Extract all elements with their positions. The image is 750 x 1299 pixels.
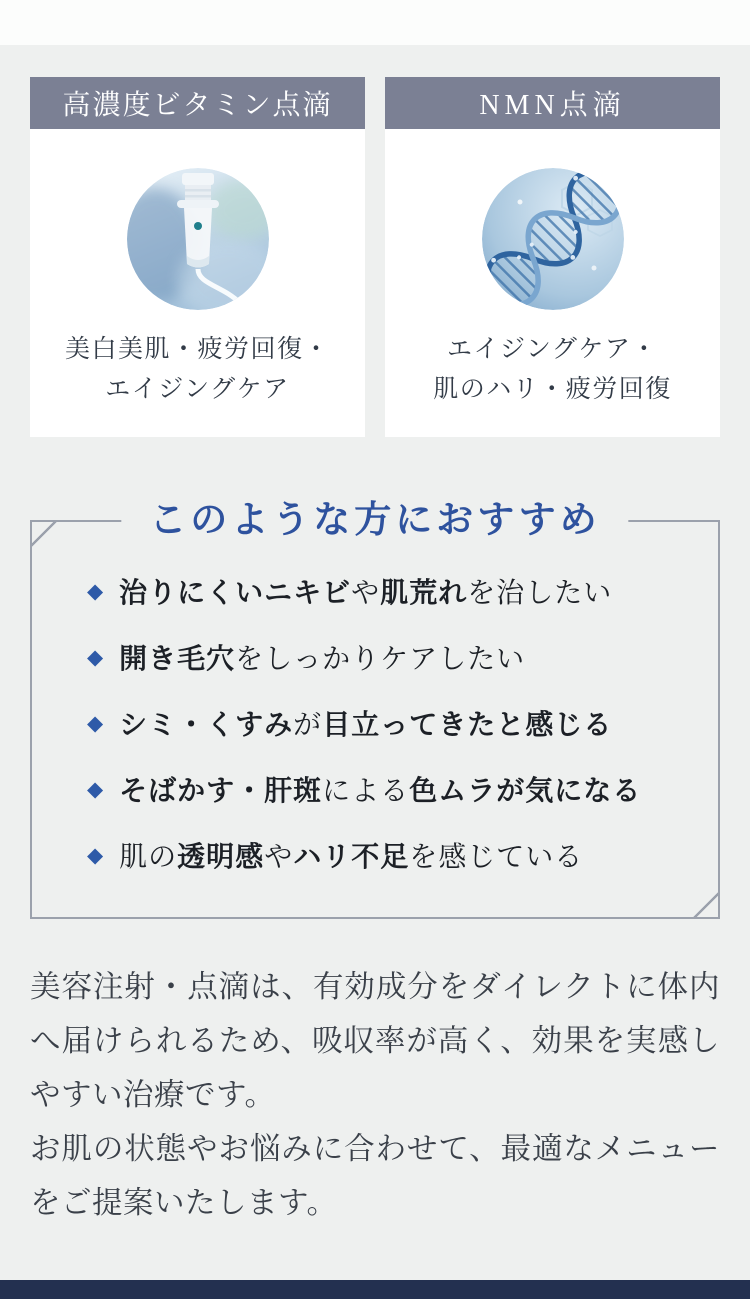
list-item-text: 治りにくいニキビや肌荒れを治したい — [119, 577, 613, 608]
card-title: NMN点滴 — [385, 77, 720, 129]
card-caption — [433, 330, 672, 410]
card-body — [385, 129, 720, 437]
caption-line: エイジングケア・ — [447, 336, 658, 363]
recommend-box — [30, 500, 720, 919]
corner-diagonal-bottom-right — [693, 892, 720, 919]
recommend-heading: このような方におすすめ — [121, 497, 628, 545]
next-section-edge — [0, 1280, 750, 1299]
diamond-bullet-icon: ◆ — [87, 777, 105, 801]
list-item-text: そばかす・肝斑による色ムラが気になる — [119, 775, 642, 806]
caption-line: 肌のハリ・疲労回復 — [433, 376, 672, 403]
list-item — [87, 756, 698, 822]
corner-diagonal-top-left — [30, 520, 57, 547]
card-vitamin-drip — [30, 77, 365, 437]
list-item — [87, 624, 698, 690]
description-paragraph: 美容注射・点滴は、有効成分をダイレクトに体内へ届けられるため、吸収率が高く、効果を実感しやすい治療です。 — [30, 970, 720, 1112]
description-paragraph: お肌の状態やお悩みに合わせて、最適なメニューをご提案いたします。 — [30, 1132, 720, 1220]
list-item — [87, 558, 698, 624]
list-item-text: シミ・くすみが目立ってきたと感じる — [119, 709, 613, 740]
dna-helix-photo — [482, 168, 624, 310]
description-text — [30, 960, 720, 1230]
treatment-cards — [0, 77, 750, 437]
iv-drip-photo — [127, 168, 269, 310]
list-item — [87, 690, 698, 756]
caption-line: エイジングケア — [105, 376, 290, 403]
caption-line: 美白美肌・疲労回復・ — [64, 336, 330, 363]
card-nmn-drip — [385, 77, 720, 437]
recommend-section — [30, 500, 720, 919]
list-item-text: 開き毛穴をしっかりケアしたい — [119, 643, 526, 674]
diamond-bullet-icon: ◆ — [87, 645, 105, 669]
card-body — [30, 129, 365, 437]
diamond-bullet-icon: ◆ — [87, 843, 105, 867]
list-item-text: 肌の透明感やハリ不足を感じている — [119, 841, 584, 872]
top-strip — [0, 0, 750, 45]
recommend-list — [87, 558, 698, 888]
card-caption — [65, 330, 330, 410]
list-item — [87, 822, 698, 888]
diamond-bullet-icon: ◆ — [87, 579, 105, 603]
diamond-bullet-icon: ◆ — [87, 711, 105, 735]
card-title: 高濃度ビタミン点滴 — [30, 77, 365, 129]
